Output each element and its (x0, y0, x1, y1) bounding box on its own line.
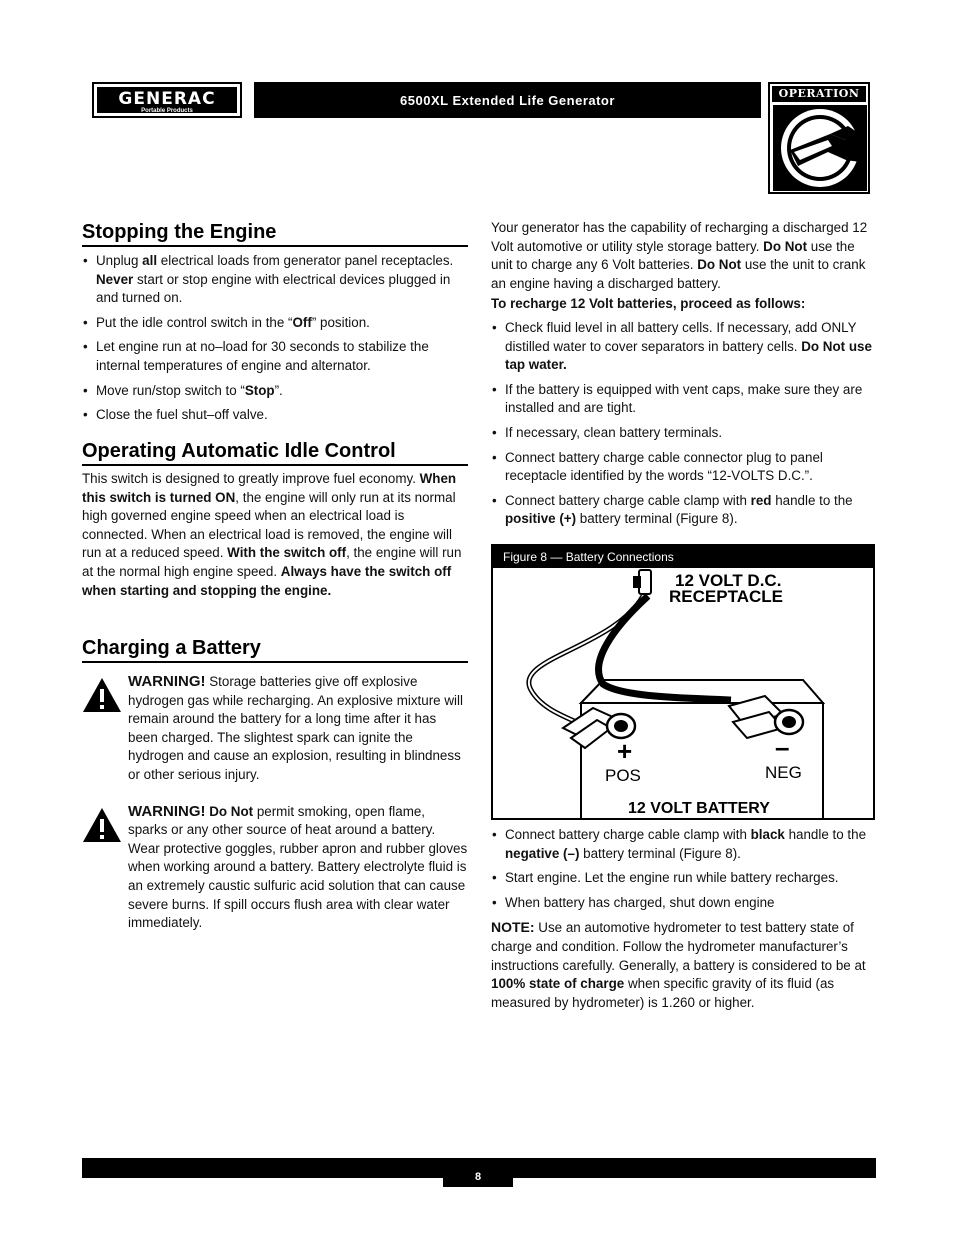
warning-do-not: Do Not (205, 803, 254, 819)
charging-intro (491, 219, 877, 535)
logo-brand: GENERAC (118, 89, 216, 109)
receptacle-label-line2: RECEPTACLE (669, 587, 783, 606)
list-item: • If necessary, clean battery terminals. (491, 424, 877, 443)
warning-label: WARNING! (128, 673, 206, 690)
list-item: • When battery has charged, shut down engine (491, 894, 877, 913)
neg-label: NEG (765, 763, 802, 782)
warning-label: WARNING! (128, 802, 206, 820)
list-item: • Close the fuel shut–off valve. (82, 406, 468, 425)
list-item: • Connect battery charge cable clamp with red handle to the positive (+) battery terminal (Figure 8). (491, 492, 877, 529)
plus-sign: + (617, 736, 633, 766)
warning-smoking (82, 803, 468, 933)
note-paragraph: NOTE: Use an automotive hydrometer to test battery state of charge and condition. Follow the hydrometer manufacturer’s instructions carefully. Generally, a battery is considered to be at 100% state of charge when specific gravity of its fluid (as measured by hydrometer) is 1.260 or higher. (491, 919, 866, 1010)
recharge-heading: To recharge 12 Volt batteries, proceed as follows: (491, 296, 806, 312)
section-stopping (82, 220, 468, 431)
warning-triangle-icon (82, 807, 122, 843)
list-item: • Connect battery charge cable connector plug to panel receptacle identified by the words “12-VOLTS D.C.”. (491, 449, 877, 486)
heading-charging-battery: Charging a Battery (82, 636, 468, 663)
charging-steps-continued (491, 826, 877, 1012)
list-item: • Start engine. Let the engine run while battery recharges. (491, 869, 877, 888)
page-number: 8 (443, 1163, 513, 1187)
warning-text: permit smoking, open flame, sparks or any other source of heat around a battery. Wear protective goggles, rubber apron and rubber gloves when working around a battery. Battery electrolyte fluid is an extremely caustic sulfuric acid solution that can cause severe burns. If spill occurs flush area with clear water immediately. (128, 803, 468, 931)
list-item: • Unplug all electrical loads from generator panel receptacles. Never start or stop engine with electrical devices plugged in and turned on. (82, 252, 468, 308)
title-bar (254, 82, 761, 118)
battery-label: 12 VOLT BATTERY (628, 800, 770, 817)
warning-hydrogen (82, 673, 468, 785)
battery-diagram (493, 568, 873, 818)
dc-plug-icon (633, 570, 651, 594)
list-item: • Let engine run at no–load for 30 seconds to stabilize the internal temperatures of engine and alternator. (82, 338, 468, 375)
section-charging (82, 636, 468, 933)
heading-stopping-engine: Stopping the Engine (82, 220, 468, 247)
figure-battery-connections (491, 544, 875, 820)
stopping-list (82, 252, 468, 425)
list-item: • Connect battery charge cable clamp with black handle to the negative (–) battery terminal (Figure 8). (491, 826, 877, 863)
list-item: • Move run/stop switch to “Stop”. (82, 382, 468, 401)
section-idle-control (82, 439, 468, 600)
operation-tab (768, 82, 870, 194)
heading-idle-control: Operating Automatic Idle Control (82, 439, 468, 466)
generac-logo (92, 82, 242, 118)
operation-icon (772, 104, 868, 192)
warning-triangle-icon (82, 677, 122, 713)
logo-sub: Portable Products (141, 108, 193, 114)
receptacle-label-line1: 12 VOLT D.C. (675, 571, 782, 590)
intro-paragraph: Your generator has the capability of recharging a discharged 12 Volt automotive or utility style storage battery. Do Not use the unit to charge any 6 Volt batteries. Do Not use the unit to crank an engine having a discharged battery. (491, 220, 868, 291)
list-item: • If the battery is equipped with vent caps, make sure they are installed and are tight. (491, 381, 877, 418)
list-item: • Check fluid level in all battery cells. If necessary, add ONLY distilled water to cover separators in battery cells. Do Not use tap water. (491, 319, 877, 375)
figure-caption: Figure 8 — Battery Connections (493, 546, 873, 568)
warning-text: Storage batteries give off explosive hydrogen gas while recharging. An explosive mixture will remain around the battery for a long time after it has been charged. The slightest spark can ignite the hydrogen and cause an explosion, resulting in blindness or other serious injury. (128, 674, 463, 782)
recharge-steps-list (491, 319, 877, 529)
document-title: 6500XL Extended Life Generator (400, 92, 615, 108)
operation-tab-label: OPERATION (772, 86, 866, 102)
list-item: • Put the idle control switch in the “Off” position. (82, 314, 468, 333)
note-label: NOTE: (491, 919, 535, 936)
idle-paragraph: This switch is designed to greatly improve fuel economy. When this switch is turned ON, the engine will only run at its normal high governed engine speed when an electrical load is connected. When an electrical load is removed, the engine will run at a reduced speed. With the switch off, the engine will run at the normal high engine speed. Always have the switch off when starting and stopping the engine. (82, 471, 462, 598)
minus-sign: – (775, 732, 790, 762)
pos-label: POS (605, 766, 641, 785)
recharge-steps-list-2 (491, 826, 877, 912)
